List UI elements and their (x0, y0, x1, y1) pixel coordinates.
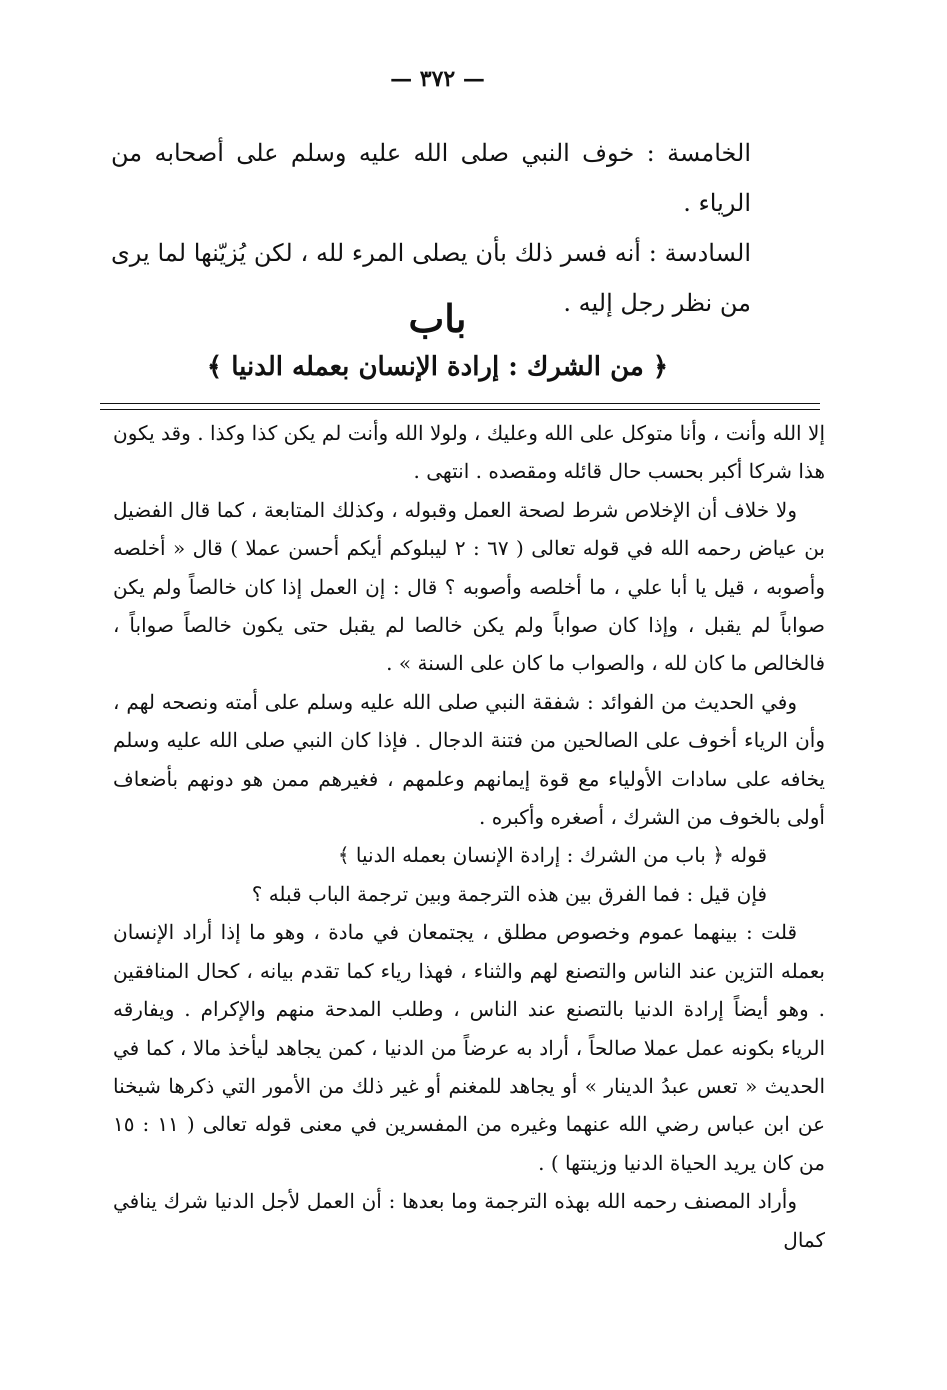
commentary-paragraph: وأراد المصنف رحمه الله بهذه الترجمة وما بعدها : أن العمل لأجل الدنيا شرك ينافي كمال (113, 1189, 825, 1252)
upper-paragraph: السادسة : أنه فسر ذلك بأن يصلى المرء لله ، لكن يُزيّنها لما يرى من نظر رجل إليه . (111, 239, 751, 317)
commentary-section (113, 414, 825, 1259)
upper-paragraph: الخامسة : خوف النبي صلى الله عليه وسلم على أصحابه من الرياء . (111, 139, 751, 217)
commentary-paragraph: فإن قيل : فما الفرق بين هذه الترجمة وبين ترجمة الباب قبله ؟ (251, 881, 767, 906)
page-number: — ٣٧٢ — (390, 66, 485, 92)
separator-rule (100, 403, 820, 404)
commentary-paragraph: قلت : بينهما عموم وخصوص مطلق ، يجتمعان في مادة ، وهو ما إذا أراد الإنسان بعمله التزين عند الناس والتصنع لهم والثناء ، فهذا رياء كما تقدم بيانه ، كحال المنافقين . وهو أيضاً إرادة الدنيا بالتصنع عند الناس ، وطلب المدحة منهم والإكرام . ويفارقه الرياء بكونه عمل عملا صالحاً ، أراد به عرضاً من الدنيا ، كمن يجاهد ليأخذ مالا ، كما في الحديث « تعس عبدُ الدينار » أو يجاهد للمغنم أو غير ذلك من الأمور التي ذكرها شيخنا عن ابن عباس رضي الله عنهما وغيره من المفسرين في معنى قوله تعالى ( ١١ : ١٥ من كان يريد الحياة الدنيا وزينتها ) . (113, 920, 825, 1175)
commentary-paragraph: وفي الحديث من الفوائد : شفقة النبي صلى الله عليه وسلم على أمته ونصحه لهم ، وأن الرياء أخوف على الصالحين من فتنة الدجال . فإذا كان النبي صلى الله عليه وسلم يخافه على سادات الأولياء مع قوة إيمانهم وعلمهم ، فغيرهم ممن هو دونهم بأضعاف أولى بالخوف من الشرك ، أصغره وأكبره . (113, 689, 825, 830)
commentary-paragraph: ولا خلاف أن الإخلاص شرط لصحة العمل وقبوله ، وكذلك المتابعة ، كما قال الفضيل بن عياض رحمه الله في قوله تعالى ( ٦٧ : ٢ ليبلوكم أيكم أحسن عملا ) قال « أخلصه وأصوبه ، قيل يا أبا علي ، ما أخلصه وأصوبه ؟ قال : إن العمل إذا كان خالصاً ولم يكن صواباً لم يقبل ، وإذا كان صواباً ولم يكن خالصا لم يقبل حتى يكون خالصاً صواباً ، فالخالص ما كان لله ، والصواب ما كان على السنة » . (113, 497, 825, 676)
commentary-paragraph: قوله ﴿ باب من الشرك : إرادة الإنسان بعمله الدنيا ﴾ (337, 843, 767, 868)
separator-rule (100, 409, 820, 410)
chapter-title: باب (408, 296, 467, 341)
commentary-paragraph: إلا الله وأنت ، وأنا متوكل على الله وعليك ، ولولا الله وأنت لم يكن كذا وكذا . وقد يكون هذا شركا أكبر بحسب حال قائله ومقصده . انتهى . (113, 421, 825, 484)
chapter-subtitle: ﴿ من الشرك : إرادة الإنسان بعمله الدنيا ﴾ (206, 352, 669, 382)
